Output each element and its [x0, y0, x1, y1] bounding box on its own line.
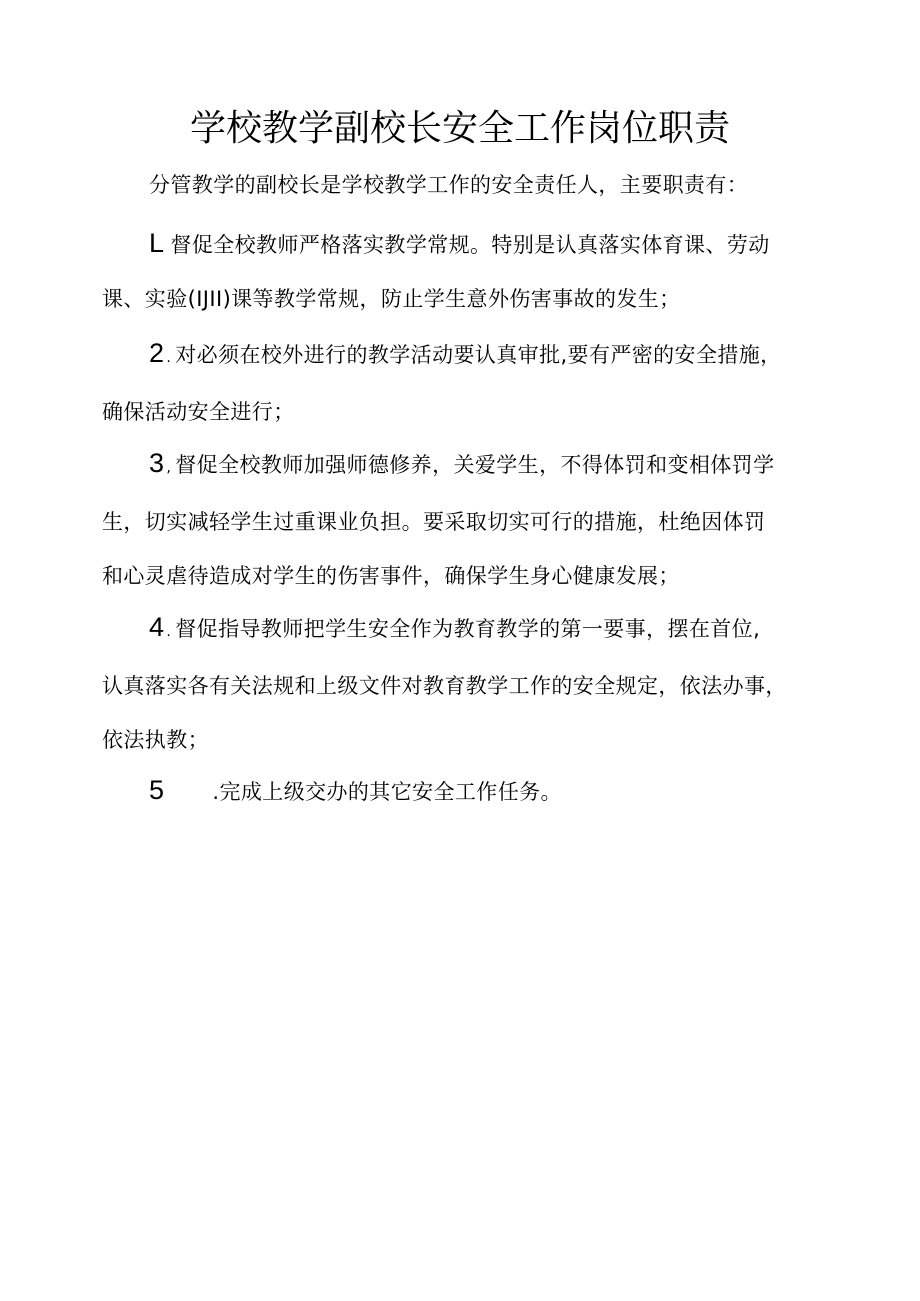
duty-item-4-line-2: 认真落实各有关法规和上级文件对教育教学工作的安全规定，依法办事， [102, 674, 787, 698]
duty-item-5 [102, 763, 832, 819]
duty-item-4-marker: 4 [149, 612, 165, 642]
duty-item-4-line-1 [102, 600, 832, 659]
duty-item-2-line-2: 确保活动安全进行； [102, 400, 295, 424]
duty-item-5-marker: 5 [149, 775, 165, 805]
duty-item-1-line-2: 课、实验(IJII)课等教学常规，防止学生意外伤害事故的发生； [102, 287, 681, 311]
intro-paragraph: 分管教学的副校长是学校教学工作的安全责任人，主要职责有： [149, 173, 749, 197]
duty-item-3-line-2: 生，切实减轻学生过重课业负担。要采取切实可行的措施，杜绝因体罚 [102, 510, 766, 534]
duty-item-1 [102, 216, 832, 326]
duty-item-4-separator: . [166, 624, 172, 640]
duty-item-3-text-1: 督促全校教师加强师德修养，关爱学生，不得体罚和变相体罚学 [175, 453, 775, 477]
duty-item-4 [102, 600, 832, 767]
duty-item-3-line-1 [102, 436, 832, 495]
duty-item-1-line-1 [102, 216, 832, 272]
duty-item-2-line-1 [102, 326, 832, 385]
duty-item-3 [102, 436, 832, 603]
duty-item-2-marker: 2 [149, 338, 165, 368]
duty-item-3-line-3: 和心灵虐待造成对学生的伤害事件，确保学生身心健康发展； [102, 564, 680, 588]
duty-item-5-line-1 [102, 763, 832, 819]
duty-item-2 [102, 326, 832, 439]
duty-item-1-marker: L [149, 228, 165, 258]
duty-item-2-text-1: 对必须在校外进行的教学活动要认真审批,要有严密的安全措施， [175, 343, 782, 367]
document-title: 学校教学副校长安全工作岗位职责 [189, 108, 730, 149]
duty-item-1-text-1: 督促全校教师严格落实教学常规。特别是认真落实体育课、劳动 [170, 233, 770, 257]
duty-item-3-marker: 3 [149, 448, 165, 478]
duty-item-4-line-3: 依法执教； [102, 728, 209, 752]
duty-item-5-text-1: .完成上级交办的其它安全工作任务。 [212, 780, 562, 804]
duty-item-2-separator: . [166, 350, 172, 366]
duty-item-4-text-1: 督促指导教师把学生安全作为教育教学的第一要事，摆在首位, [175, 617, 761, 641]
duty-item-3-separator: , [166, 460, 172, 476]
